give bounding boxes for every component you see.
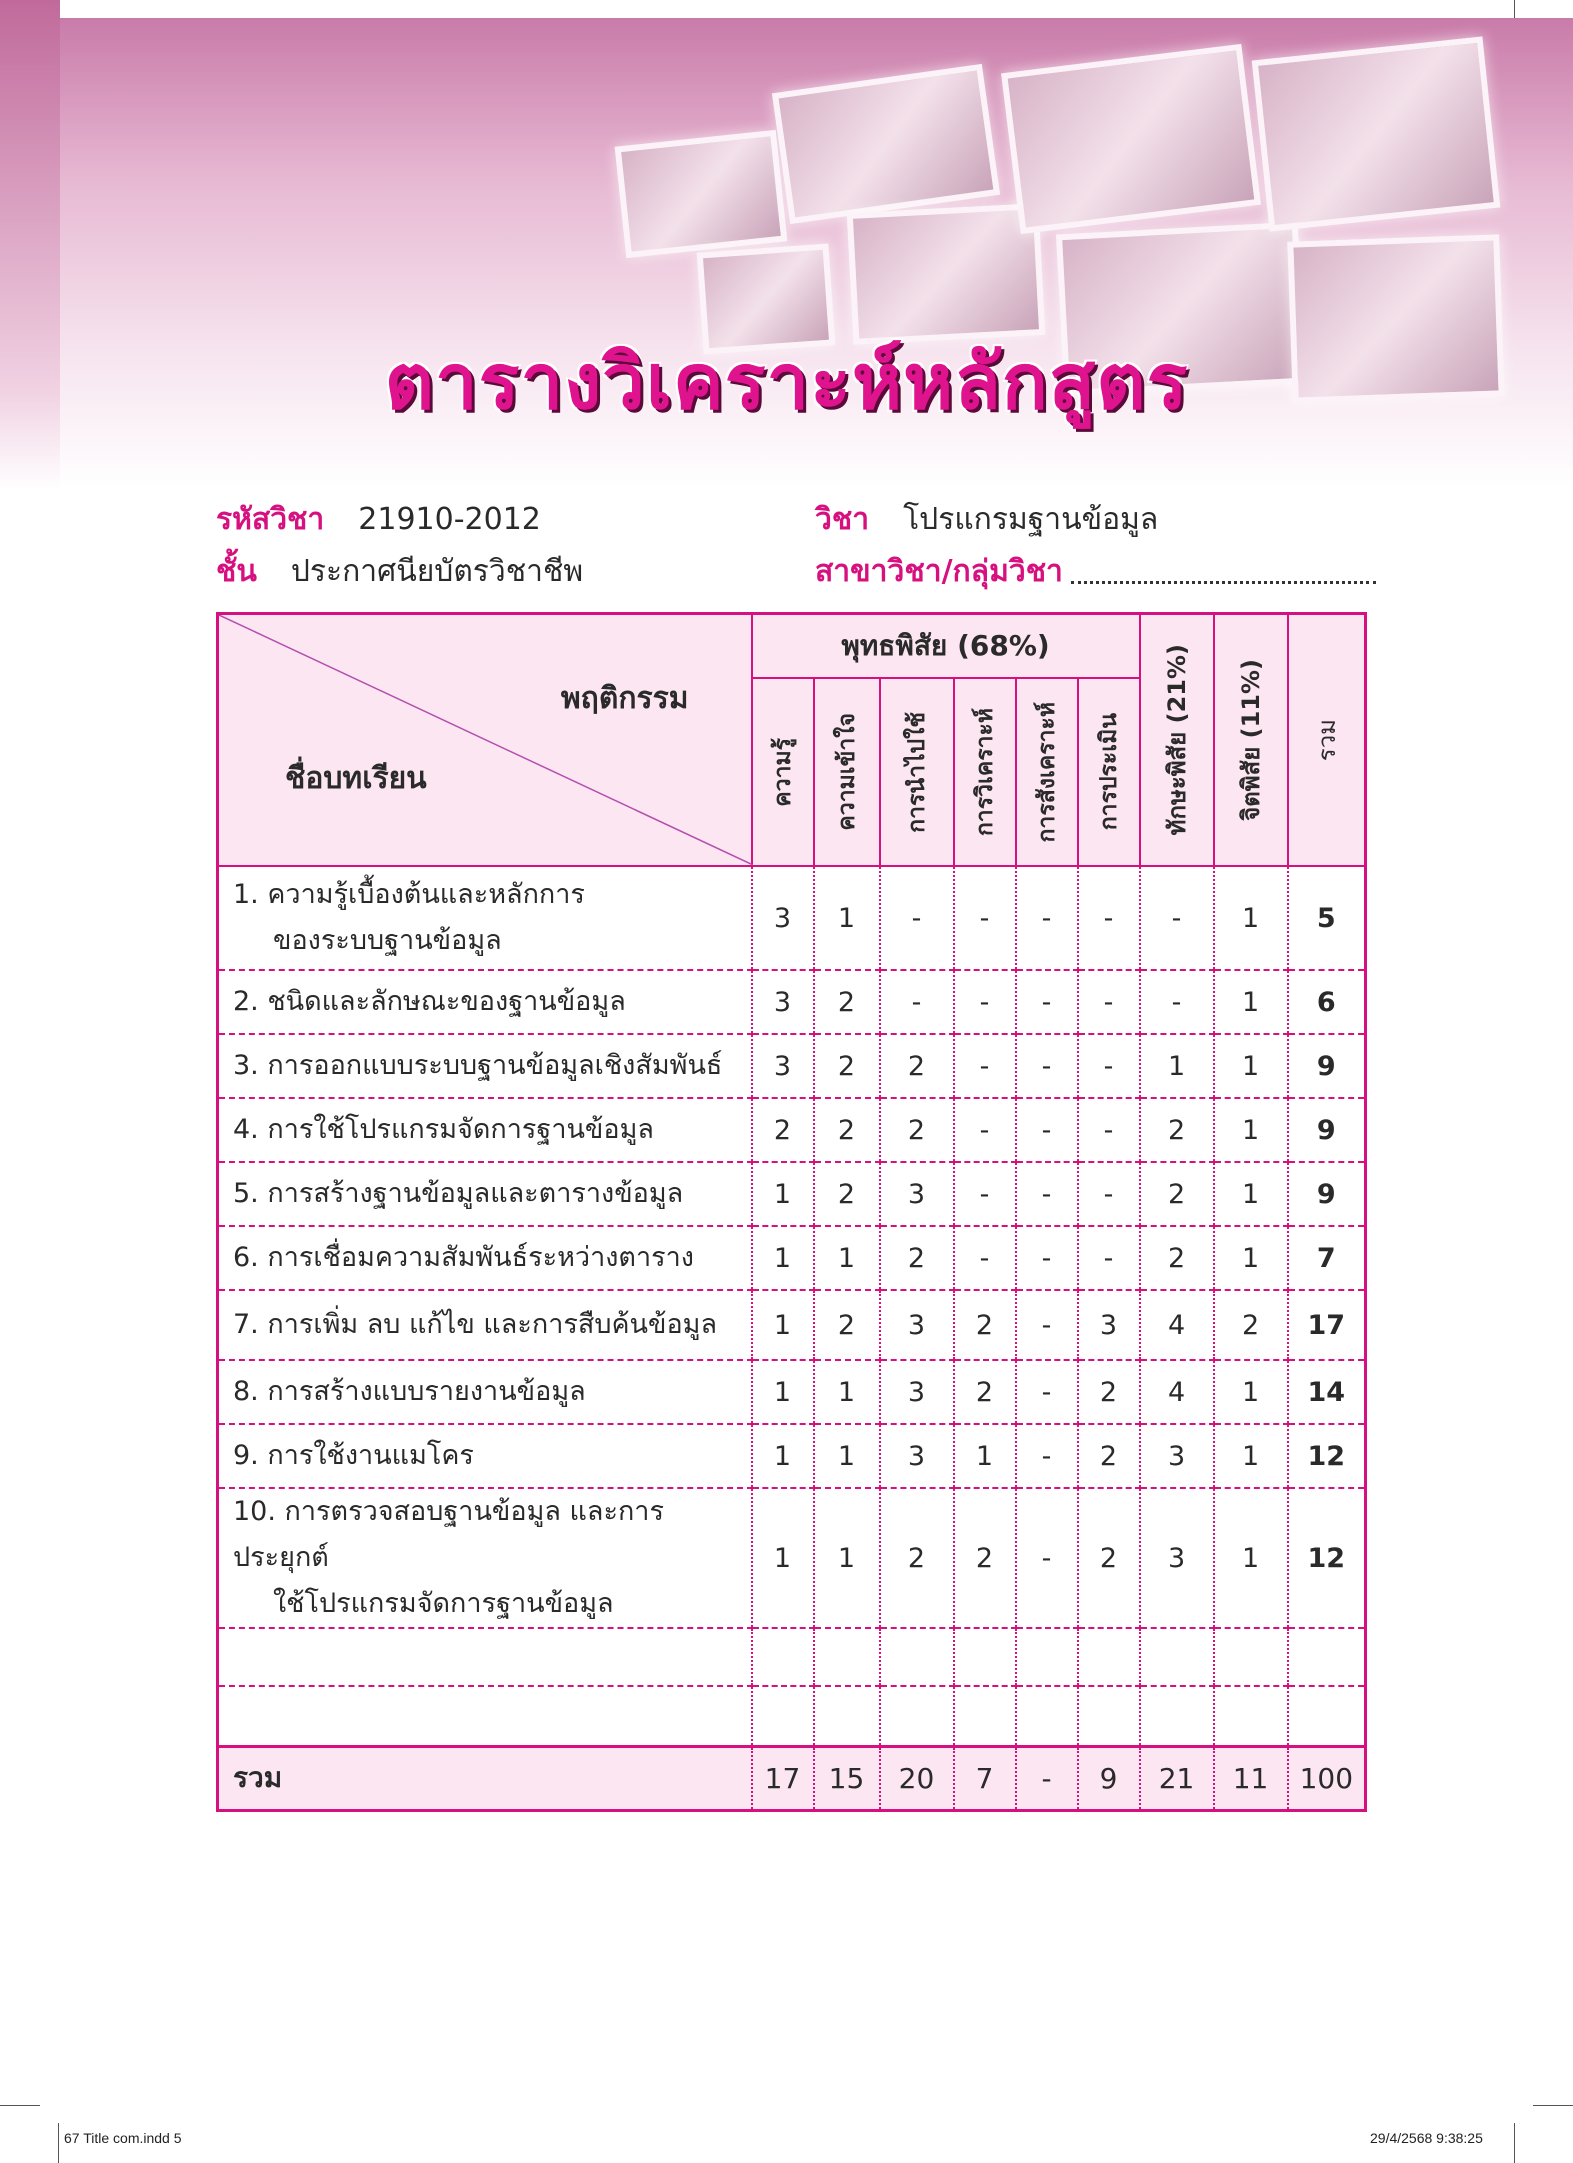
subject-label: วิชา xyxy=(815,502,870,537)
table-row xyxy=(218,970,1366,1034)
score-cell: 2 xyxy=(1078,1424,1140,1488)
score-cell: 1 xyxy=(752,1424,814,1488)
score-cell: 1 xyxy=(814,866,880,970)
total-cell: 11 xyxy=(1214,1746,1288,1810)
subject xyxy=(815,496,1158,543)
score-cell: 2 xyxy=(954,1290,1016,1360)
score-cell: 2 xyxy=(752,1098,814,1162)
lesson-name-line: 2. ชนิดและลักษณะของฐานข้อมูล xyxy=(233,986,626,1017)
table-body xyxy=(218,866,1366,1746)
col-header-2 xyxy=(814,678,880,866)
total-cell: 17 xyxy=(752,1746,814,1810)
footer-left: 67 Title com.indd 5 xyxy=(64,2130,182,2146)
total-cell: 7 xyxy=(954,1746,1016,1810)
score-cell: 3 xyxy=(1078,1290,1140,1360)
score-cell: 3 xyxy=(880,1360,954,1424)
score-cell: 1 xyxy=(752,1162,814,1226)
score-cell: - xyxy=(1078,970,1140,1034)
empty-cell xyxy=(1078,1628,1140,1686)
row-total-cell: 17 xyxy=(1288,1290,1366,1360)
score-cell: 3 xyxy=(752,866,814,970)
empty-row xyxy=(218,1628,1366,1686)
score-cell: - xyxy=(954,866,1016,970)
col-header-label: การสังเคราะห์ xyxy=(1033,701,1060,843)
score-cell: 3 xyxy=(1140,1488,1214,1628)
col-header-1 xyxy=(752,678,814,866)
empty-cell xyxy=(814,1686,880,1746)
score-cell: 4 xyxy=(1140,1290,1214,1360)
empty-cell xyxy=(1016,1686,1078,1746)
score-cell: 1 xyxy=(814,1488,880,1628)
score-cell: - xyxy=(880,866,954,970)
score-cell: 1 xyxy=(752,1360,814,1424)
row-total-cell: 12 xyxy=(1288,1488,1366,1628)
empty-cell xyxy=(1078,1686,1140,1746)
score-cell: - xyxy=(880,970,954,1034)
photo-panel xyxy=(772,64,1000,224)
score-cell: - xyxy=(1016,970,1078,1034)
lesson-name xyxy=(218,1034,752,1098)
score-cell: 2 xyxy=(1140,1162,1214,1226)
score-cell: 2 xyxy=(814,1034,880,1098)
crop-mark xyxy=(1514,2123,1515,2163)
row-total-cell: 9 xyxy=(1288,1162,1366,1226)
score-cell: 2 xyxy=(1214,1290,1288,1360)
score-cell: - xyxy=(954,1034,1016,1098)
department xyxy=(815,548,1376,595)
col-header-5 xyxy=(1016,678,1078,866)
score-cell: - xyxy=(1016,1226,1078,1290)
col-header-label: จิตพิสัย (11%) xyxy=(1237,659,1266,821)
score-cell: - xyxy=(1140,970,1214,1034)
col-header-label: การนำไปใช้ xyxy=(903,711,930,833)
lesson-name-line: 8. การสร้างแบบรายงานข้อมูล xyxy=(233,1376,586,1407)
total-cell: 100 xyxy=(1288,1746,1366,1810)
score-cell: - xyxy=(954,1162,1016,1226)
score-cell: - xyxy=(1016,1034,1078,1098)
empty-cell xyxy=(1016,1628,1078,1686)
score-cell: 2 xyxy=(1078,1360,1140,1424)
empty-cell xyxy=(1214,1686,1288,1746)
score-cell: - xyxy=(1078,1226,1140,1290)
score-cell: 2 xyxy=(954,1488,1016,1628)
level-label: ชั้น xyxy=(216,554,257,589)
total-cell: 20 xyxy=(880,1746,954,1810)
score-cell: - xyxy=(1078,1034,1140,1098)
corner-header xyxy=(218,614,752,867)
table-row xyxy=(218,866,1366,970)
row-total-cell: 9 xyxy=(1288,1034,1366,1098)
score-cell: - xyxy=(1140,866,1214,970)
empty-cell xyxy=(752,1686,814,1746)
lesson-name xyxy=(218,866,752,970)
corner-top-label: พฤติกรรม xyxy=(560,681,689,716)
score-cell: 1 xyxy=(752,1488,814,1628)
table-row xyxy=(218,1488,1366,1628)
col-header-9 xyxy=(1214,614,1288,867)
score-cell: - xyxy=(954,1226,1016,1290)
row-total-cell: 9 xyxy=(1288,1098,1366,1162)
lesson-name-line: 6. การเชื่อมความสัมพันธ์ระหว่างตาราง xyxy=(233,1242,694,1273)
score-cell: 2 xyxy=(1140,1226,1214,1290)
total-cell: 21 xyxy=(1140,1746,1214,1810)
score-cell: - xyxy=(1016,1424,1078,1488)
corner-diagonal xyxy=(219,615,753,865)
lesson-name-line: 9. การใช้งานแมโคร xyxy=(233,1440,474,1471)
lesson-name-line: ใช้โปรแกรมจัดการฐานข้อมูล xyxy=(273,1588,614,1619)
group-header: พุทธพิสัย (68%) xyxy=(752,614,1140,679)
score-cell: 1 xyxy=(752,1290,814,1360)
score-cell: 2 xyxy=(814,1162,880,1226)
score-cell: - xyxy=(954,1098,1016,1162)
score-cell: 3 xyxy=(752,1034,814,1098)
score-cell: 3 xyxy=(1140,1424,1214,1488)
lesson-name xyxy=(218,1424,752,1488)
score-cell: 1 xyxy=(1214,866,1288,970)
score-cell: - xyxy=(954,970,1016,1034)
crop-mark xyxy=(0,2105,40,2106)
row-total-cell: 7 xyxy=(1288,1226,1366,1290)
empty-cell xyxy=(1140,1628,1214,1686)
col-header-label: ความรู้ xyxy=(769,737,796,807)
score-cell: - xyxy=(1078,866,1140,970)
photo-panel xyxy=(615,130,788,258)
lesson-name-line: 7. การเพิ่ม ลบ แก้ไข และการสืบค้นข้อมูล xyxy=(233,1309,718,1340)
score-cell: - xyxy=(1016,1098,1078,1162)
score-cell: 1 xyxy=(1214,1424,1288,1488)
course-code-label: รหัสวิชา xyxy=(216,502,325,537)
empty-cell xyxy=(752,1628,814,1686)
department-blank xyxy=(1071,561,1376,584)
score-cell: 1 xyxy=(1214,1162,1288,1226)
col-header-label: ความเข้าใจ xyxy=(833,713,860,831)
lesson-name-line: 10. การตรวจสอบฐานข้อมูล และการประยุกต์ xyxy=(233,1496,664,1573)
photo-panel xyxy=(1001,44,1261,234)
score-cell: 3 xyxy=(880,1290,954,1360)
lesson-name-line: 3. การออกแบบระบบฐานข้อมูลเชิงสัมพันธ์ xyxy=(233,1050,723,1081)
score-cell: 1 xyxy=(1214,1226,1288,1290)
table-row xyxy=(218,1162,1366,1226)
row-total-cell: 5 xyxy=(1288,866,1366,970)
lesson-name xyxy=(218,1098,752,1162)
col-header-label: การวิเคราะห์ xyxy=(971,707,998,837)
table-row xyxy=(218,1424,1366,1488)
score-cell: 1 xyxy=(1140,1034,1214,1098)
empty-cell xyxy=(880,1628,954,1686)
empty-cell xyxy=(880,1686,954,1746)
score-cell: 1 xyxy=(814,1360,880,1424)
lesson-name xyxy=(218,970,752,1034)
lesson-name-line: 1. ความรู้เบื้องต้นและหลักการ xyxy=(233,879,585,910)
score-cell: 1 xyxy=(814,1226,880,1290)
subject-value: โปรแกรมฐานข้อมูล xyxy=(903,502,1159,537)
photo-panel xyxy=(1252,36,1501,231)
total-cell: 9 xyxy=(1078,1746,1140,1810)
lesson-name xyxy=(218,1488,752,1628)
total-row xyxy=(218,1746,1366,1810)
score-cell: 1 xyxy=(1214,1360,1288,1424)
score-cell: - xyxy=(1016,1360,1078,1424)
row-total-cell: 12 xyxy=(1288,1424,1366,1488)
curriculum-table xyxy=(216,612,1367,1812)
table-row xyxy=(218,1226,1366,1290)
table-row xyxy=(218,1034,1366,1098)
empty-cell xyxy=(954,1686,1016,1746)
lesson-name-line: 5. การสร้างฐานข้อมูลและตารางข้อมูล xyxy=(233,1178,684,1209)
score-cell: 4 xyxy=(1140,1360,1214,1424)
footer-right: 29/4/2568 9:38:25 xyxy=(1370,2130,1483,2146)
score-cell: - xyxy=(1016,866,1078,970)
empty-cell xyxy=(218,1628,752,1686)
score-cell: 1 xyxy=(814,1424,880,1488)
table-row xyxy=(218,1098,1366,1162)
table-row xyxy=(218,1360,1366,1424)
empty-cell xyxy=(1214,1628,1288,1686)
total-cell: 15 xyxy=(814,1746,880,1810)
course-code xyxy=(216,496,541,543)
department-label: สาขาวิชา/กลุ่มวิชา xyxy=(815,554,1063,589)
score-cell: 1 xyxy=(1214,970,1288,1034)
lesson-name xyxy=(218,1360,752,1424)
score-cell: 2 xyxy=(814,1290,880,1360)
score-cell: 1 xyxy=(1214,1034,1288,1098)
col-header-label: ทักษะพิสัย (21%) xyxy=(1163,644,1192,836)
score-cell: 2 xyxy=(814,1098,880,1162)
curriculum-table-wrap xyxy=(216,612,1364,1795)
corner-bottom-label: ชื่อบทเรียน xyxy=(285,761,427,796)
score-cell: 2 xyxy=(814,970,880,1034)
score-cell: 1 xyxy=(1214,1488,1288,1628)
course-code-value: 21910-2012 xyxy=(358,502,541,537)
col-header-6 xyxy=(1078,678,1140,866)
row-total-cell: 6 xyxy=(1288,970,1366,1034)
crop-mark xyxy=(1533,2105,1573,2106)
score-cell: 1 xyxy=(954,1424,1016,1488)
lesson-name-line: ของระบบฐานข้อมูล xyxy=(273,925,502,956)
level-value: ประกาศนียบัตรวิชาชีพ xyxy=(290,554,584,589)
score-cell: 3 xyxy=(880,1424,954,1488)
score-cell: 2 xyxy=(1140,1098,1214,1162)
score-cell: - xyxy=(1078,1162,1140,1226)
level xyxy=(216,548,583,595)
score-cell: 2 xyxy=(880,1226,954,1290)
empty-cell xyxy=(1288,1628,1366,1686)
empty-cell xyxy=(1288,1686,1366,1746)
empty-row xyxy=(218,1686,1366,1746)
score-cell: 2 xyxy=(880,1488,954,1628)
score-cell: - xyxy=(1078,1098,1140,1162)
score-cell: 2 xyxy=(954,1360,1016,1424)
empty-cell xyxy=(218,1686,752,1746)
score-cell: 2 xyxy=(1078,1488,1140,1628)
score-cell: 3 xyxy=(880,1162,954,1226)
table-row xyxy=(218,1290,1366,1360)
total-cell: - xyxy=(1016,1746,1078,1810)
row-total-cell: 14 xyxy=(1288,1360,1366,1424)
score-cell: - xyxy=(1016,1488,1078,1628)
total-label: รวม xyxy=(218,1746,752,1810)
col-header-label: รวม xyxy=(1312,718,1341,762)
score-cell: 2 xyxy=(880,1034,954,1098)
score-cell: 3 xyxy=(752,970,814,1034)
score-cell: - xyxy=(1016,1162,1078,1226)
lesson-name xyxy=(218,1162,752,1226)
crop-mark xyxy=(58,2123,59,2163)
score-cell: 1 xyxy=(1214,1098,1288,1162)
empty-cell xyxy=(814,1628,880,1686)
empty-cell xyxy=(1140,1686,1214,1746)
lesson-name-line: 4. การใช้โปรแกรมจัดการฐานข้อมูล xyxy=(233,1114,654,1145)
score-cell: 2 xyxy=(880,1098,954,1162)
score-cell: 1 xyxy=(752,1226,814,1290)
col-header-10 xyxy=(1288,614,1366,867)
empty-cell xyxy=(954,1628,1016,1686)
page-title: ตารางวิเคราะห์หลักสูตร xyxy=(384,337,1189,426)
lesson-name xyxy=(218,1226,752,1290)
col-header-3 xyxy=(880,678,954,866)
col-header-4 xyxy=(954,678,1016,866)
col-header-label: การประเมิน xyxy=(1095,713,1122,831)
lesson-name xyxy=(218,1290,752,1360)
col-header-8 xyxy=(1140,614,1214,867)
score-cell: - xyxy=(1016,1290,1078,1360)
